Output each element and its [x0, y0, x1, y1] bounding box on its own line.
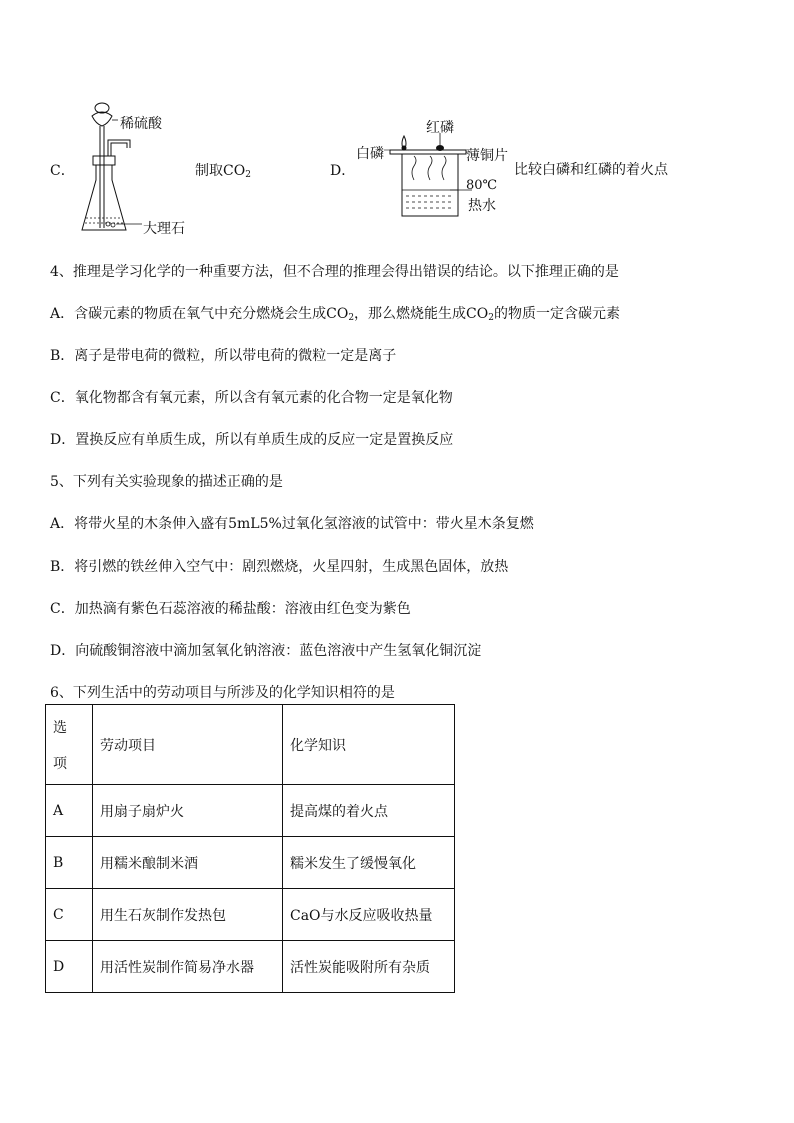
row-option: B — [46, 837, 93, 889]
header-chem-knowledge: 化学知识 — [283, 705, 455, 785]
q6-stem: 6、下列生活中的劳动项目与所涉及的化学知识相符的是 — [50, 685, 395, 701]
table-row — [46, 941, 455, 993]
label-80c: 80℃ — [466, 178, 498, 193]
header-option: 选 项 — [46, 705, 93, 785]
row-item: 用生石灰制作发热包 — [93, 889, 283, 941]
label-hot-water: 热水 — [468, 198, 496, 214]
table-row — [46, 837, 455, 889]
q3-option-d-text: 比较白磷和红磷的着火点 — [514, 162, 668, 178]
label-white-phosphorus: 白磷 — [356, 146, 384, 162]
row-knowledge: 糯米发生了缓慢氧化 — [283, 837, 455, 889]
q5-option-d: D．向硫酸铜溶液中滴加氢氧化钠溶液：蓝色溶液中产生氢氧化铜沉淀 — [50, 643, 482, 659]
row-knowledge: CaO与水反应吸收热量 — [283, 889, 455, 941]
q5-option-c: C．加热滴有紫色石蕊溶液的稀盐酸：溶液由红色变为紫色 — [50, 601, 411, 617]
q5-option-b: B．将引燃的铁丝伸入空气中：剧烈燃烧，火星四射，生成黑色固体，放热 — [50, 559, 509, 575]
q3-option-c-text: 制取$CO_2$ — [195, 163, 251, 180]
row-option: C — [46, 889, 93, 941]
q3-option-c-letter: C． — [50, 163, 75, 179]
row-item: 用活性炭制作简易净水器 — [93, 941, 283, 993]
label-marble: 大理石 — [143, 221, 185, 237]
row-knowledge: 活性炭能吸附所有杂质 — [283, 941, 455, 993]
table-row — [46, 889, 455, 941]
q4-stem: 4、推理是学习化学的一种重要方法，但不合理的推理会得出错误的结论。以下推理正确的是 — [50, 264, 619, 280]
q4-option-c: C．氧化物都含有氧元素，所以含有氧元素的化合物一定是氧化物 — [50, 390, 453, 406]
row-knowledge: 提高煤的着火点 — [283, 785, 455, 837]
q5-stem: 5、下列有关实验现象的描述正确的是 — [50, 474, 283, 490]
row-item: 用糯米酿制米酒 — [93, 837, 283, 889]
q4-option-a: A．含碳元素的物质在氧气中充分燃烧会生成$CO_2$，那么燃烧能生成$CO_2$的物质一定含碳元素 — [50, 306, 620, 323]
q4-option-b: B．离子是带电荷的微粒，所以带电荷的微粒一定是离子 — [50, 348, 397, 364]
label-dilute-sulfuric-acid: 稀硫酸 — [120, 116, 162, 132]
q3-option-d-letter: D． — [330, 163, 356, 179]
label-red-phosphorus: 红磷 — [426, 120, 454, 136]
q6-table — [45, 704, 455, 993]
q5-option-a: A．将带火星的木条伸入盛有5mL5%过氧化氢溶液的试管中：带火星木条复燃 — [50, 516, 534, 532]
table-header-row — [46, 705, 455, 785]
row-item: 用扇子扇炉火 — [93, 785, 283, 837]
label-copper-sheet: 薄铜片 — [466, 148, 508, 164]
row-option: D — [46, 941, 93, 993]
q4-option-d: D．置换反应有单质生成，所以有单质生成的反应一定是置换反应 — [50, 432, 454, 448]
header-labor-item: 劳动项目 — [93, 705, 283, 785]
table-row — [46, 785, 455, 837]
row-option: A — [46, 785, 93, 837]
